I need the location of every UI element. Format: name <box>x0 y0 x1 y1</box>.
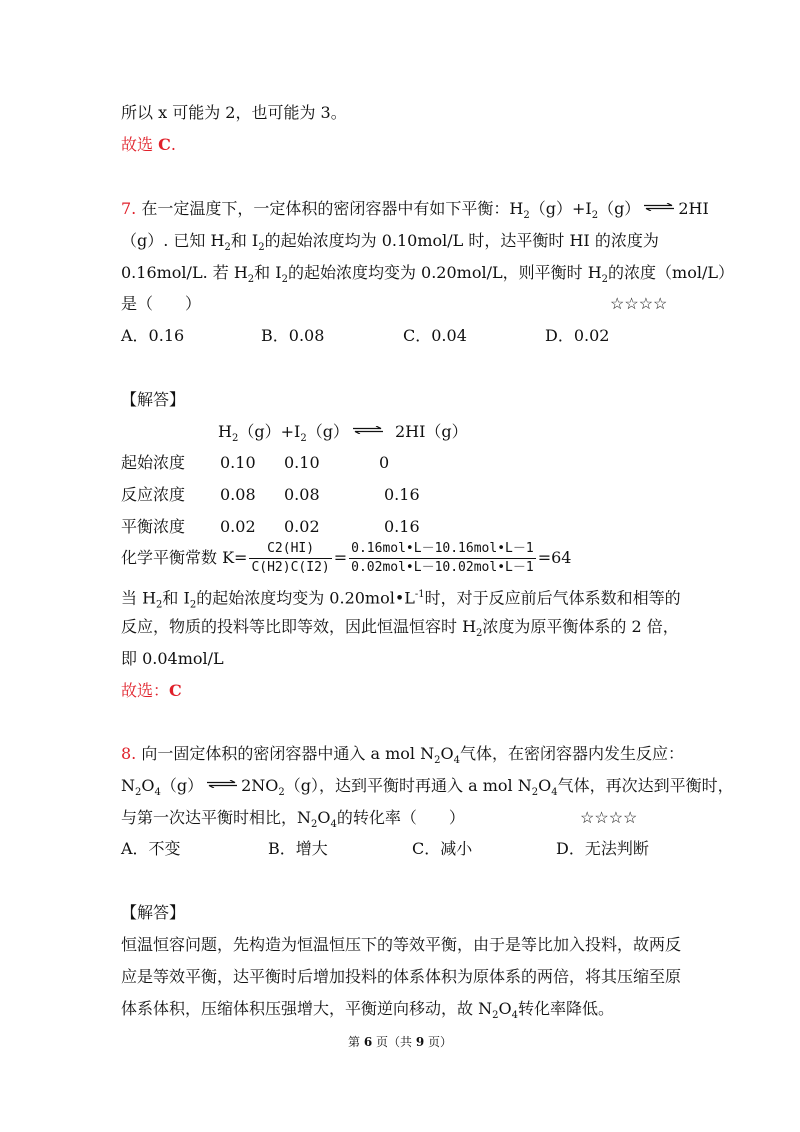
text: （g）+I <box>238 422 301 441</box>
text: 0.16mol/L. 若 H <box>121 263 248 282</box>
text: =64 <box>537 548 572 567</box>
text: 的起始浓度均变为 0.20mol•L <box>196 588 415 608</box>
text: （g） <box>598 199 641 218</box>
table-cell <box>220 485 256 505</box>
row-label: 起始浓度 <box>121 453 186 472</box>
text: O <box>141 776 155 795</box>
text: 页） <box>424 1035 452 1049</box>
table-row <box>121 453 185 473</box>
text: 在一定温度下，一定体积的密闭容器中有如下平衡：H <box>141 199 524 218</box>
table-cell <box>384 517 420 537</box>
subscript: 2 <box>492 1010 499 1022</box>
cell-value: 0.16 <box>384 517 420 536</box>
question-number: 7. <box>121 199 137 218</box>
text: 2NO <box>241 776 279 795</box>
text: 转化率降低。 <box>517 999 614 1018</box>
q8-line-2 <box>121 776 734 803</box>
equation <box>218 422 468 449</box>
q8-line-1 <box>121 744 684 771</box>
cell-value: 0.10 <box>284 453 320 472</box>
text: 体系体积，压缩体积压强增大，平衡逆向移动，故 N <box>121 999 493 1018</box>
page-total: 9 <box>415 1035 425 1049</box>
text-line <box>121 103 347 123</box>
cell-value: 0.02 <box>220 517 256 536</box>
subscript: 2 <box>231 433 239 445</box>
superscript: -1 <box>414 589 425 600</box>
q7-option-b[interactable] <box>261 326 324 346</box>
subscript: 2 <box>523 210 530 222</box>
table-cell <box>284 453 320 473</box>
difficulty-stars <box>610 294 667 314</box>
paragraph-line <box>121 935 681 955</box>
subscript: 4 <box>453 755 460 767</box>
text: 【解答】 <box>121 390 186 409</box>
paragraph-line <box>121 999 614 1026</box>
subscript: 2 <box>531 787 539 799</box>
q8-option-a[interactable] <box>121 839 181 859</box>
text: 2HI（g） <box>394 422 468 441</box>
text: 故选 <box>121 135 154 154</box>
q8-option-c[interactable] <box>412 839 472 859</box>
subscript: 2 <box>434 755 441 767</box>
subscript: 4 <box>551 787 558 799</box>
row-label: 反应浓度 <box>121 485 186 504</box>
table-row <box>121 485 185 505</box>
numerator: C2(HI) <box>249 541 331 559</box>
text: 即 0.04mol/L <box>121 649 224 668</box>
q7-option-c[interactable] <box>403 326 467 346</box>
cell-value: 0.02 <box>284 517 320 536</box>
answer-letter: C <box>169 681 182 700</box>
q7-line-1 <box>121 199 709 226</box>
text: 与第一次达平衡时相比，N <box>121 808 312 827</box>
paragraph-line <box>121 617 679 644</box>
text: 第 <box>347 1035 364 1049</box>
text: 的起始浓度均为 0.10mol/L 时，达平衡时 HI 的浓度为 <box>264 231 659 250</box>
answer-line <box>121 135 176 155</box>
text: . <box>170 135 176 154</box>
option-text: D．无法判断 <box>556 839 649 858</box>
text: （g），达到平衡时再通入 a mol N <box>284 776 532 795</box>
table-cell <box>284 485 320 505</box>
answer-letter: C <box>158 135 171 154</box>
q7-option-a[interactable] <box>121 326 184 346</box>
subscript: 2 <box>311 819 318 831</box>
text: 气体，在密闭容器内发生反应： <box>459 744 684 763</box>
text: （g）+I <box>529 199 592 218</box>
subscript: 4 <box>330 819 337 831</box>
text: 和 I <box>230 231 259 250</box>
text: 恒温恒容问题，先构造为恒温恒压下的等效平衡，由于是等比加入投料，故两反 <box>121 935 682 954</box>
text: O <box>498 999 512 1018</box>
option-text: A．0.16 <box>121 326 185 345</box>
option-text: A．不变 <box>121 839 181 858</box>
text: O <box>440 744 454 763</box>
paragraph-line <box>121 585 681 616</box>
q7-line-3 <box>121 263 734 290</box>
page-number: 6 <box>363 1035 373 1049</box>
numerator: 0.16mol•L－10.16mol•L－1 <box>349 541 536 559</box>
table-cell <box>220 517 256 537</box>
text: 应是等效平衡，达平衡时后增加投料的体系体积为原体系的两倍，将其压缩至原 <box>121 967 682 986</box>
table-row <box>121 517 185 537</box>
q8-option-b[interactable] <box>268 839 328 859</box>
subscript: 2 <box>156 599 163 611</box>
text: 【解答】 <box>121 903 186 922</box>
cell-value: 0.08 <box>220 485 256 504</box>
cell-value: 0 <box>379 453 390 472</box>
subscript: 2 <box>601 274 609 286</box>
answer-line <box>121 681 182 701</box>
equilibrium-arrow-icon <box>644 203 674 211</box>
text: 当 H <box>121 588 157 608</box>
q7-option-d[interactable] <box>545 326 609 346</box>
text: O <box>538 776 552 795</box>
equilibrium-constant <box>121 540 571 576</box>
text: 页（共 <box>372 1035 416 1049</box>
text: 故选： <box>121 681 170 700</box>
equilibrium-arrow-icon <box>353 426 383 434</box>
cell-value: 0.08 <box>284 485 320 504</box>
subscript: 2 <box>224 242 231 254</box>
text: O <box>317 808 331 827</box>
fraction <box>249 541 331 576</box>
text: 气体，再次达到平衡时， <box>557 776 734 795</box>
option-text: C．减小 <box>412 839 473 858</box>
option-text: B．0.08 <box>261 326 325 345</box>
text: 和 I <box>254 263 282 282</box>
cell-value: 0.10 <box>220 453 256 472</box>
subscript: 2 <box>591 210 599 222</box>
text: （g）. 已知 H <box>121 231 225 250</box>
text: 的转化率（ ） <box>336 808 465 827</box>
text: = <box>333 548 348 567</box>
subscript: 2 <box>281 274 288 286</box>
q8-option-d[interactable] <box>556 839 649 859</box>
text: 是（ ） <box>121 294 202 313</box>
text: 时，对于反应前后气体系数和相等的 <box>424 588 681 608</box>
text: 化学平衡常数 K= <box>121 548 248 567</box>
text: 2HI <box>678 199 709 218</box>
text: （g） <box>160 776 204 795</box>
subscript: 2 <box>300 433 307 445</box>
answer-heading <box>121 390 185 410</box>
question-number: 8. <box>121 744 137 763</box>
answer-heading <box>121 903 185 923</box>
equilibrium-arrow-icon <box>207 780 237 788</box>
difficulty-stars <box>580 808 637 828</box>
cell-value: 0.16 <box>384 485 420 504</box>
text: （g） <box>306 422 349 441</box>
table-cell <box>220 453 256 473</box>
paragraph-line <box>121 649 224 669</box>
page-footer <box>0 1033 800 1050</box>
q7-line-2 <box>121 231 659 258</box>
denominator: C(H2)C(I2) <box>251 560 330 575</box>
fraction <box>349 541 536 576</box>
subscript: 2 <box>189 599 197 611</box>
text: 所以 x 可能为 2，也可能为 3。 <box>121 103 347 122</box>
text: 的起始浓度均变为 0.20mol/L，则平衡时 H <box>287 263 602 282</box>
table-cell <box>284 517 320 537</box>
paragraph-line <box>121 967 681 987</box>
subscript: 4 <box>511 1010 518 1022</box>
subscript: 4 <box>154 787 161 799</box>
stars: ☆☆☆☆ <box>580 808 638 827</box>
table-cell <box>379 453 389 473</box>
subscript: 2 <box>135 787 142 799</box>
text: 的浓度（mol/L） <box>608 263 734 282</box>
table-cell <box>384 485 420 505</box>
subscript: 2 <box>247 274 255 286</box>
stars: ☆☆☆☆ <box>610 294 668 313</box>
row-label: 平衡浓度 <box>121 517 186 536</box>
option-text: C．0.04 <box>403 326 467 345</box>
option-text: D．0.02 <box>545 326 610 345</box>
denominator: 0.02mol•L－10.02mol•L－1 <box>351 560 534 575</box>
subscript: 2 <box>278 787 285 799</box>
option-text: B．增大 <box>268 839 328 858</box>
q8-line-3 <box>121 808 465 835</box>
text: N <box>121 776 135 795</box>
subscript: 2 <box>258 242 265 254</box>
text: H <box>218 422 232 441</box>
subscript: 2 <box>476 628 483 640</box>
text: 反应，物质的投料等比即等效，因此恒温恒容时 H <box>121 617 477 636</box>
text: 和 I <box>162 588 190 608</box>
text: 浓度为原平衡体系的 2 倍， <box>482 617 679 636</box>
text: 向一固定体积的密闭容器中通入 a mol N <box>141 744 435 763</box>
q7-line-4 <box>121 294 201 314</box>
